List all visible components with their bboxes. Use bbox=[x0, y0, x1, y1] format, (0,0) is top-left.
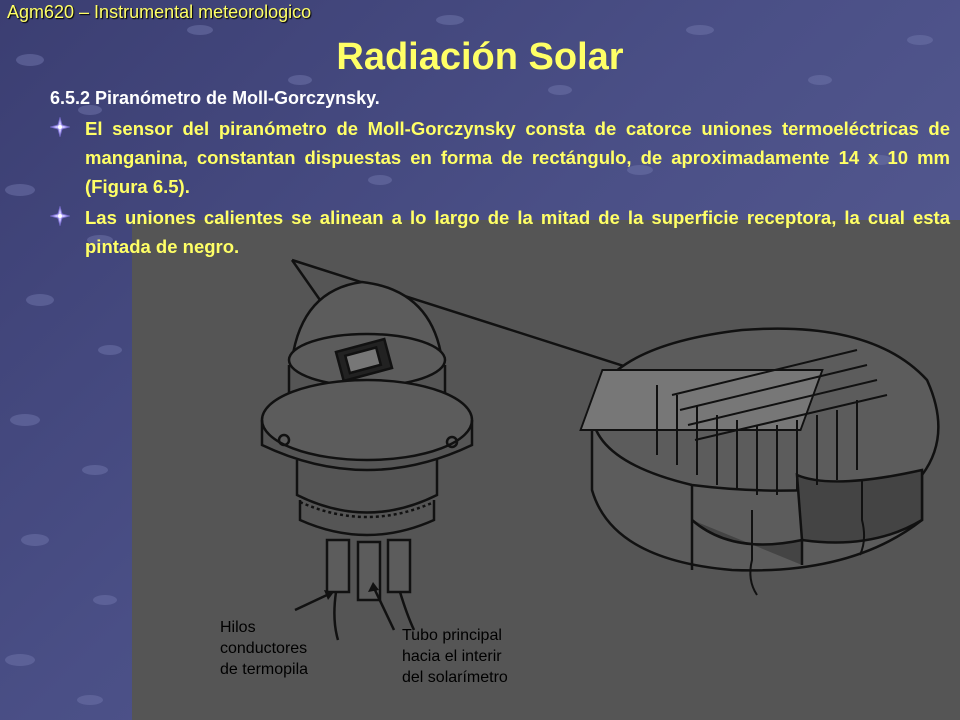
diamond-bullet-icon bbox=[50, 117, 70, 137]
pyranometer-illustration bbox=[132, 220, 960, 720]
section-heading: 6.5.2 Piranómetro de Moll-Gorczynsky. bbox=[50, 88, 380, 108]
bullet-list bbox=[50, 114, 950, 263]
bullet-item bbox=[50, 114, 950, 201]
slide-title: Radiación Solar bbox=[336, 36, 624, 78]
tube-label: Tubo principal hacia el interir del solarímetro bbox=[402, 627, 508, 686]
bullet-text: El sensor del piranómetro de Moll-Gorczynsky consta de catorce uniones termoeléctricas de manganina, constantan dispuestas en forma de rectángulo, de aproximadamente 14 x 10 mm (Figura 6.5). bbox=[85, 118, 950, 197]
course-title: Agm620 – Instrumental meteorologico bbox=[7, 2, 312, 22]
bullet-item bbox=[50, 203, 950, 261]
pyranometer-body bbox=[262, 282, 472, 640]
pyranometer-figure bbox=[132, 220, 960, 720]
diamond-bullet-icon bbox=[50, 206, 70, 226]
wires-label: Hilos conductores de termopila bbox=[220, 619, 309, 678]
bullet-text: Las uniones calientes se alinean a lo largo de la mitad de la superficie receptora, la cual esta pintada de negro. bbox=[85, 207, 950, 257]
sensor-disk bbox=[581, 329, 939, 595]
